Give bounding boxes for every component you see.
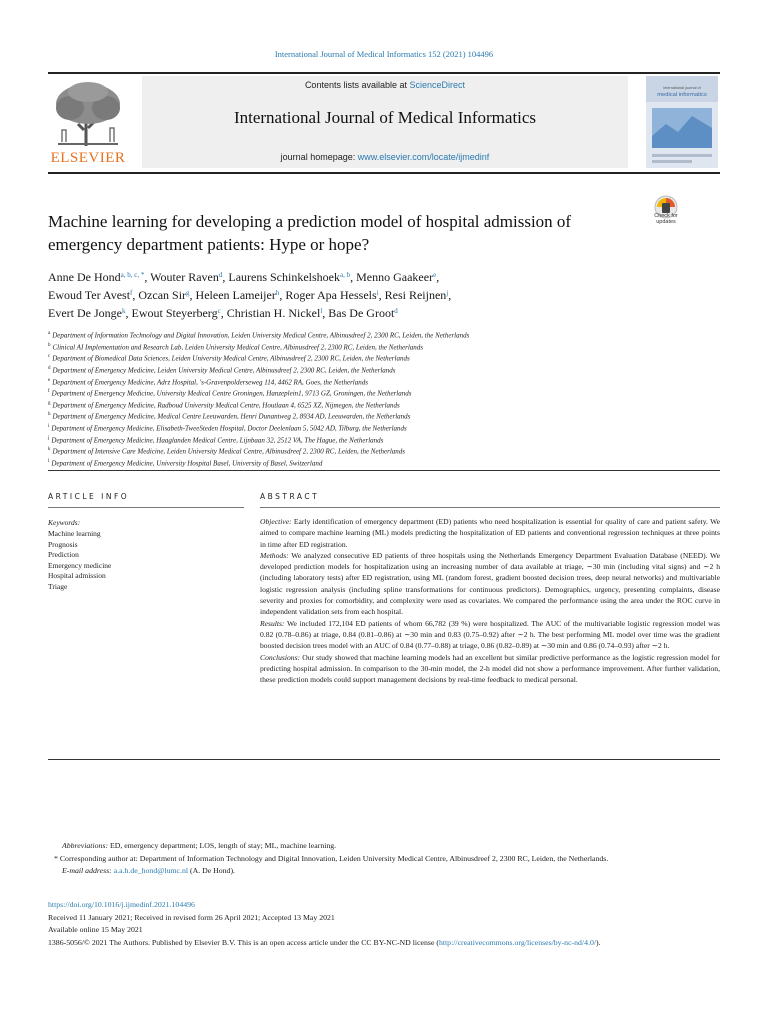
section-divider — [48, 470, 720, 471]
license-text: 1386-5056/© 2021 The Authors. Published by Elsevier B.V. This is an open access article under the CC BY-NC-ND license ( — [48, 937, 439, 947]
author[interactable] — [131, 306, 226, 320]
author-affiliation-marks[interactable]: i — [376, 289, 379, 297]
affiliation — [48, 387, 720, 399]
author-name[interactable]: Evert De Jonge — [48, 306, 122, 320]
elsevier-wordmark: ELSEVIER — [50, 150, 126, 166]
journal-cover-image[interactable] — [646, 76, 718, 168]
abstract-section-label: Objective: — [260, 517, 292, 526]
affiliation-key: a — [48, 331, 51, 336]
affiliation — [48, 422, 720, 434]
abstract-rule — [260, 507, 720, 508]
author[interactable] — [48, 270, 150, 284]
article-info-rule — [48, 507, 244, 508]
author-name[interactable]: Anne De Hond — [48, 270, 121, 284]
author-affiliation-marks[interactable]: a, b, c, * — [120, 271, 145, 279]
author-name[interactable]: Wouter Raven — [150, 270, 219, 284]
affiliation — [48, 376, 720, 388]
author-name[interactable]: Resi Reijnen — [384, 288, 447, 302]
author[interactable] — [48, 306, 131, 320]
affiliation-text: Department of Emergency Medicine, Elisabeth-TweeSteden Hospital, Doctor Deelenlaan 5, 5042 AD, Tilburg, the Netherlands — [51, 424, 407, 433]
affiliation — [48, 399, 720, 411]
author-name[interactable]: Menno Gaakeer — [356, 270, 434, 284]
abstract-section-text: Early identification of emergency department (ED) patients who need hospitalization is essential for quality of care and patient safety. We aimed to compare machine learning (ML) models predicting the hospitalization of ED patients and conventional regression techniques at three points in time after ED registration. — [260, 517, 720, 549]
author[interactable] — [138, 288, 195, 302]
abstract-section — [260, 550, 720, 618]
affiliation-text: Department of Emergency Medicine, Leiden University Medical Centre, Albinusdreef 2, 2300 RC, Leiden, the Netherlands — [52, 366, 396, 375]
email-label: E-mail address: — [62, 866, 112, 875]
author-name[interactable]: Christian H. Nickel — [226, 306, 321, 320]
license-link[interactable]: http://creativecommons.org/licenses/by-nc-nd/4.0/ — [438, 937, 597, 947]
masthead-top-rule — [48, 72, 720, 74]
affiliation-key: j — [48, 435, 50, 441]
check-updates-line-2: updates — [656, 219, 676, 225]
abstract-bottom-rule — [48, 759, 720, 760]
abbreviations-label: Abbreviations: — [62, 841, 109, 850]
contents-prefix: Contents lists available at — [304, 80, 407, 90]
affiliation — [48, 329, 720, 341]
affiliation-text: Department of Emergency Medicine, Medical Centre Leeuwarden, Henri Dunantweg 2, 8934 AD, Leeuwarden, the Netherlands — [52, 412, 411, 421]
abstract-section-label: Results: — [260, 618, 285, 628]
affiliation-text: Department of Emergency Medicine, Adrz Hospital, 's-Gravenpolderseweg 114, 4462 RA, Goes, the Netherlands — [52, 377, 368, 386]
author-affiliation-marks[interactable]: h — [275, 289, 280, 297]
author-affiliation-marks[interactable]: c — [217, 307, 221, 315]
keyword: Triage — [48, 581, 68, 591]
keyword: Emergency medicine — [48, 560, 112, 570]
author-affiliation-marks[interactable]: d — [218, 271, 223, 279]
author[interactable] — [328, 306, 398, 320]
abstract-section — [260, 652, 720, 686]
affiliation-text: Department of Emergency Medicine, University Hospital Basel, University of Basel, Switzerland — [51, 459, 323, 468]
abstract-heading: ABSTRACT — [260, 492, 320, 501]
article-info-heading: ARTICLE INFO — [48, 492, 130, 501]
affiliation-text: Department of Emergency Medicine, Radboud University Medical Centre, Houtlaan 4, 6525 XZ, Nijmegen, the Netherlands — [52, 401, 400, 410]
affiliation-key: l — [48, 458, 50, 464]
affiliation-key: i — [48, 424, 50, 429]
author-name[interactable]: Laurens Schinkelshoek — [228, 270, 340, 284]
author-name[interactable]: Ewout Steyerberg — [131, 306, 218, 320]
author-separator: , — [220, 306, 227, 320]
email-owner: (A. De Hond). — [189, 866, 236, 875]
author-separator: , — [378, 288, 385, 302]
cover-title-small: international journal of — [663, 86, 701, 90]
affiliation — [48, 457, 720, 469]
abbreviations-footnote — [48, 840, 720, 853]
affiliation-text: Department of Emergency Medicine, Haaglanden Medical Centre, Lijnbaan 32, 2512 VA, The Hague, the Netherlands — [51, 435, 384, 444]
author-list — [48, 268, 688, 322]
corresponding-author-footnote — [48, 853, 720, 866]
author-separator: , — [350, 270, 357, 284]
author-name[interactable]: Bas De Groot — [328, 306, 395, 320]
affiliation-text: Department of Information Technology and Digital Innovation, Leiden University Medical Centre, Albinusdreef 2, 2300 RC, Leiden, the Netherlands — [52, 331, 470, 340]
author-name[interactable]: Ozcan Sir — [138, 288, 187, 302]
affiliation — [48, 410, 720, 422]
affiliation-key: h — [48, 412, 51, 418]
abstract-body — [260, 516, 720, 685]
author[interactable] — [385, 288, 452, 302]
author-separator: , — [222, 270, 229, 284]
author[interactable] — [356, 270, 439, 284]
received-dates: Received 11 January 2021; Received in revised form 26 April 2021; Accepted 13 May 2021 — [48, 912, 335, 922]
keywords-label: Keywords: — [48, 518, 81, 527]
keyword: Prediction — [48, 550, 79, 559]
corresponding-marker: * — [54, 853, 58, 863]
author-affiliation-marks[interactable]: d — [394, 307, 398, 315]
abstract-section-text: We analyzed consecutive ED patients of three hospitals using the Netherlands Emergency Department Evaluation Database (NEED). We developed prediction models for hospitalization using an increasing number of data available at triage, ∼30 min (including vital signs) and ∼2 h (including laboratory tests) after ED registration, using ML (random forest, gradient boosted decision trees, deep neural networks) and multivariable logistic regression analysis (including spline transformations for continuous predictors). Demographics, urgency, presenting complaints, disease severity and proxies for comorbidity, and complexity were used as covariates. We compared the performance using the area under the ROC curve in independent validation sets from each hospital. — [260, 550, 720, 617]
sciencedirect-link[interactable]: ScienceDirect — [409, 80, 466, 90]
author-name[interactable]: Ewoud Ter Avest — [48, 288, 131, 302]
corresponding-text: Corresponding author at: Department of Information Technology and Digital Innovation, Leiden University Medical Centre, Albinusdreef 2, 2300 RC, Leiden, the Netherlands. — [59, 853, 609, 863]
author-affiliation-marks[interactable]: l — [320, 307, 323, 315]
affiliation-text: Department of Biomedical Data Sciences, Leiden University Medical Centre, Albinusdreef 2, 2300 RC, Leiden, the Netherlands — [52, 354, 410, 363]
author[interactable] — [150, 270, 228, 284]
author-separator: , — [132, 288, 139, 302]
doi-link[interactable]: https://doi.org/10.1016/j.ijmedinf.2021.104496 — [48, 900, 195, 909]
journal-reference-link[interactable]: International Journal of Medical Informatics 152 (2021) 104496 — [274, 49, 494, 59]
cover-title-main: medical informatics — [657, 92, 707, 98]
author-affiliation-marks[interactable]: j — [446, 289, 449, 297]
abstract-section-label: Conclusions: — [260, 652, 301, 662]
keyword: Hospital admission — [48, 571, 106, 580]
affiliation-text: Clinical AI Implementation and Research Lab, Leiden University Medical Centre, Albinusdreef 2, 2300 RC, Leiden, the Netherlands — [52, 342, 423, 351]
author-separator: , — [279, 288, 286, 302]
keyword: Machine learning — [48, 529, 101, 538]
author[interactable] — [228, 270, 356, 284]
email-link[interactable]: a.a.h.de_hond@lumc.nl — [113, 866, 189, 875]
affiliation-key: e — [48, 377, 51, 383]
author-separator: , — [189, 288, 196, 302]
author-name[interactable]: Roger Apa Hessels — [285, 288, 377, 302]
keywords-list — [48, 529, 111, 592]
author-separator: , — [144, 270, 151, 284]
affiliation-key: d — [48, 365, 51, 371]
abstract-section-text: We included 172,104 ED patients of whom 66,782 (39 %) were hospitalized. The AUC of the multivariable logistic regression model was 0.82 (0.78–0.86) at triage, 0.84 (0.81–0.86) at ∼30 min and 0.83 (0.75–0.92) after ∼2 h. The best performing ML model over time was the gradient boosted decision trees model with an AUC of 0.84 (0.77–0.88) at triage, 0.86 (0.82–0.89) at ∼30 min and 0.86 (0.74–0.93) after ∼2 h. — [260, 618, 720, 651]
affiliation — [48, 434, 720, 446]
affiliation-key: b — [48, 342, 51, 348]
abstract-section — [260, 516, 720, 550]
affiliation-key: f — [48, 389, 50, 395]
author-affiliation-marks[interactable]: a, b — [340, 271, 351, 279]
affiliation-text: Department of Intensive Care Medicine, Leiden University Medical Centre, Albinusdreef 2, 2300 RC, Leiden, the Netherlands — [52, 447, 406, 456]
journal-homepage — [142, 152, 628, 162]
author-separator: , — [436, 270, 440, 284]
author-name[interactable]: Heleen Lameijer — [195, 288, 276, 302]
author-separator: , — [125, 306, 132, 320]
check-updates-line-1: Check for — [654, 213, 678, 219]
masthead-bottom-rule — [48, 172, 720, 174]
author-affiliation-marks[interactable]: g — [186, 289, 190, 297]
author[interactable] — [285, 288, 384, 302]
article-title: Machine learning for developing a prediction model of hospital admission of emergency department patients: Hype or hope? — [48, 212, 572, 254]
author-separator: , — [322, 306, 329, 320]
affiliation — [48, 445, 720, 457]
author-affiliation-marks[interactable]: k — [121, 307, 126, 315]
affiliation — [48, 341, 720, 353]
author-affiliation-marks[interactable]: e — [433, 271, 437, 279]
check-for-updates-label — [638, 213, 694, 225]
available-online: Available online 15 May 2021 — [48, 925, 143, 934]
keyword: Prognosis — [48, 539, 78, 549]
author[interactable] — [48, 288, 138, 302]
author-affiliation-marks[interactable]: f — [130, 289, 133, 297]
homepage-prefix: journal homepage: — [280, 152, 356, 162]
affiliation — [48, 364, 720, 376]
contents-availability — [142, 80, 628, 90]
affiliation-key: k — [48, 447, 51, 453]
author[interactable] — [227, 306, 329, 320]
affiliation-list — [48, 329, 720, 469]
affiliation — [48, 352, 720, 364]
license-statement — [48, 937, 720, 950]
author[interactable] — [196, 288, 286, 302]
affiliation-key: g — [48, 400, 51, 406]
abbreviations-text: ED, emergency department; LOS, length of stay; ML, machine learning. — [110, 841, 337, 850]
publication-info — [48, 899, 720, 949]
journal-title: International Journal of Medical Informatics — [233, 108, 537, 127]
affiliation-key: c — [48, 354, 51, 360]
abstract-section — [260, 618, 720, 652]
abstract-section-label: Methods: — [260, 550, 289, 560]
affiliation-text: Department of Emergency Medicine, University Medical Centre Groningen, Hanzeplein1, 9713 GZ, Groningen, the Netherlands — [51, 389, 412, 398]
license-end: ). — [596, 937, 601, 947]
author-separator: , — [448, 288, 452, 302]
abstract-section-text: Our study showed that machine learning models had an excellent but similar predictive performance as the logistic regression model for predicting hospital admission. In comparison to the 30-min model, the 2-h model did not show a performance improvement. After further validation, these prediction models could support management decisions by real-time feedback to medical personal. — [260, 652, 720, 685]
homepage-link[interactable]: www.elsevier.com/locate/ijmedinf — [357, 152, 490, 162]
footnotes — [48, 840, 720, 878]
email-footnote — [48, 865, 720, 878]
